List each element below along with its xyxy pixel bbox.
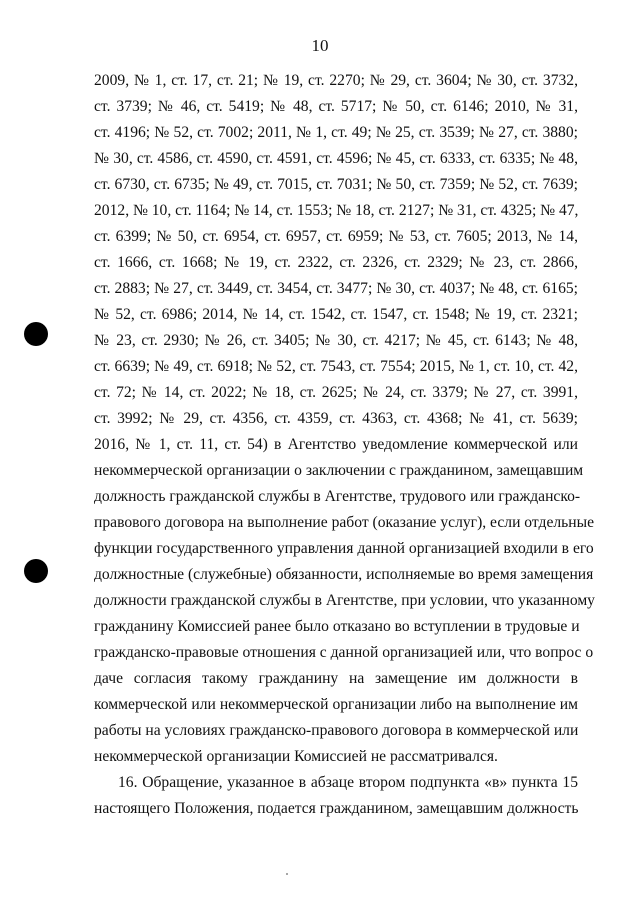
text-line: 2016, № 1, ст. 11, ст. 54) в Агентство уведомление коммерческой или [94, 436, 578, 453]
text-line: ст. 72; № 14, ст. 2022; № 18, ст. 2625; № 24, ст. 3379; № 27, ст. 3991, [94, 384, 578, 401]
text-line: ст. 6639; № 49, ст. 6918; № 52, ст. 7543, ст. 7554; 2015, № 1, ст. 10, ст. 42, [94, 358, 578, 375]
text-line: некоммерческой организации Комиссией не рассматривался. [94, 748, 498, 765]
text-line: гражданско-правовые отношения с данной организацией или, что вопрос о [94, 644, 594, 661]
text-line: настоящего Положения, подается гражданином, замещавшим должность [94, 800, 579, 817]
text-line: даче согласия такому гражданину на замещение им должности в [94, 670, 578, 687]
text-line: коммерческой или некоммерческой организации либо на выполнение им [94, 696, 578, 713]
text-line: правового договора на выполнение работ (оказание услуг), если отдельные [94, 514, 595, 531]
text-line: ст. 3992; № 29, ст. 4356, ст. 4359, ст. 4363, ст. 4368; № 41, ст. 5639; [94, 410, 578, 427]
page-number: 10 [311, 36, 329, 55]
text-line: должностные (служебные) обязанности, исполняемые во время замещения [94, 566, 594, 583]
text-line: ст. 3739; № 46, ст. 5419; № 48, ст. 5717; № 50, ст. 6146; 2010, № 31, [94, 98, 578, 115]
text-line: ст. 6399; № 50, ст. 6954, ст. 6957, ст. 6959; № 53, ст. 7605; 2013, № 14, [94, 228, 578, 245]
text-line: ст. 4196; № 52, ст. 7002; 2011, № 1, ст. 49; № 25, ст. 3539; № 27, ст. 3880; [94, 124, 578, 141]
text-line: должности гражданской службы в Агентстве, при условии, что указанному [94, 592, 595, 609]
text-line: ст. 6730, ст. 6735; № 49, ст. 7015, ст. 7031; № 50, ст. 7359; № 52, ст. 7639; [94, 176, 578, 193]
text-line: функции государственного управления данной организацией входили в его [94, 540, 594, 557]
text-line: должность гражданской службы в Агентстве, трудового или гражданско- [94, 488, 581, 505]
text-line: № 52, ст. 6986; 2014, № 14, ст. 1542, ст. 1547, ст. 1548; № 19, ст. 2321; [94, 306, 578, 323]
punch-hole [24, 322, 48, 346]
text-line: гражданину Комиссией ранее было отказано во вступлении в трудовые и [94, 618, 580, 635]
text-line: 2012, № 10, ст. 1164; № 14, ст. 1553; № 18, ст. 2127; № 31, ст. 4325; № 47, [94, 202, 579, 219]
text-line: ст. 2883; № 27, ст. 3449, ст. 3454, ст. 3477; № 30, ст. 4037; № 48, ст. 6165; [94, 280, 578, 297]
paragraph-first-line: 16. Обращение, указанное в абзаце втором подпункта «в» пункта 15 [118, 774, 578, 791]
text-line: № 30, ст. 4586, ст. 4590, ст. 4591, ст. 4596; № 45, ст. 6333, ст. 6335; № 48, [94, 150, 578, 167]
text-line: ст. 1666, ст. 1668; № 19, ст. 2322, ст. 2326, ст. 2329; № 23, ст. 2866, [94, 254, 578, 271]
punch-hole [24, 559, 48, 583]
text-line: работы на условиях гражданско-правового договора в коммерческой или [94, 722, 579, 739]
text-line: некоммерческой организации о заключении с гражданином, замещавшим [94, 462, 584, 479]
scan-speck [286, 873, 288, 875]
text-line: 2009, № 1, ст. 17, ст. 21; № 19, ст. 2270; № 29, ст. 3604; № 30, ст. 3732, [94, 72, 578, 89]
text-line: № 23, ст. 2930; № 26, ст. 3405; № 30, ст. 4217; № 45, ст. 6143; № 48, [94, 332, 578, 349]
